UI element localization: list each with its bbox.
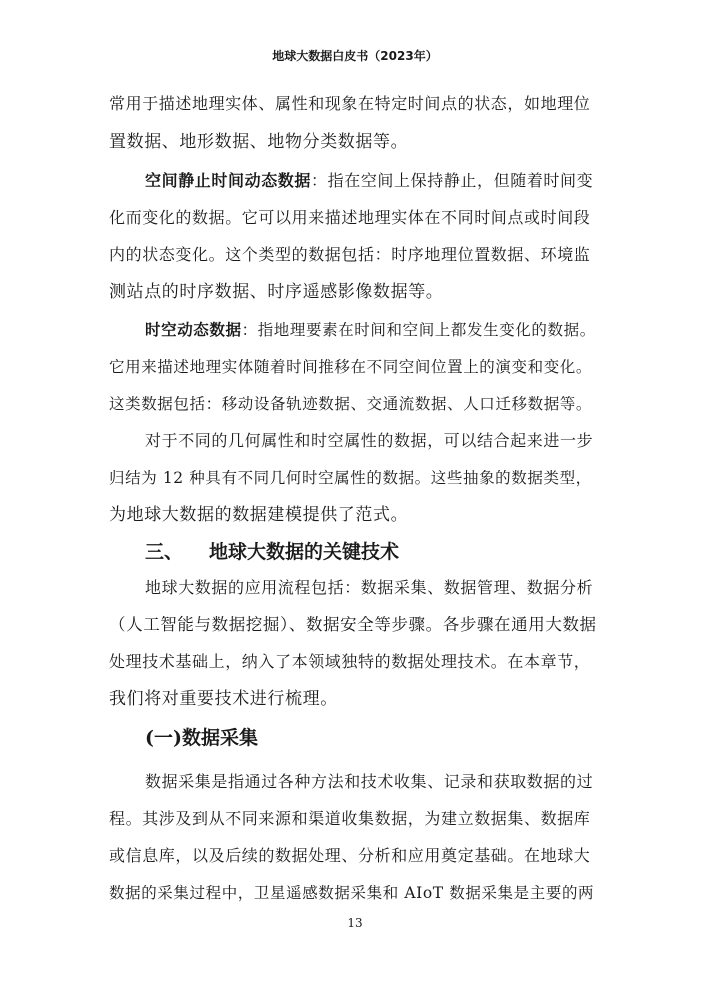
term-definition: ：指地理要素在时间和空间上都发生变化的数据。 [241, 321, 596, 339]
body-line: 为地球大数据的数据建模提供了范式。 [109, 505, 409, 525]
page-number: 13 [347, 916, 363, 930]
body-line [145, 318, 596, 342]
body-line: 测站点的时序数据、时序遥感影像数据等。 [109, 282, 444, 302]
body-line: 它用来描述地理实体随着时间推移在不同空间位置上的演变和变化。 [109, 358, 593, 376]
body-line: 归结为 12 种具有不同几何时空属性的数据。这些抽象的数据类型， [109, 469, 592, 487]
body-line: （人工智能与数据挖掘）、数据安全等步骤。各步骤在通用大数据 [109, 615, 597, 634]
term-label: 空间静止时间动态数据 [145, 171, 312, 190]
body-line: 数据采集是指通过各种方法和技术收集、记录和获取数据的过 [145, 772, 594, 791]
body-line: 我们将对重要技术进行梳理。 [109, 689, 338, 709]
running-header: 地球大数据白皮书（2023年） [272, 49, 438, 63]
body-line: 处理技术基础上，纳入了本领域独特的数据处理技术。在本章节， [109, 652, 591, 671]
body-line: 数据的采集过程中，卫星遥感数据采集和 AIoT 数据采集是主要的两 [109, 884, 595, 902]
section-number: 三、 [145, 541, 184, 563]
body-line: 这类数据包括：移动设备轨迹数据、交通流数据、人口迁移数据等。 [109, 395, 593, 413]
body-line: 或信息库，以及后续的数据处理、分析和应用奠定基础。在地球大 [109, 846, 591, 865]
subsection-heading: (一)数据采集 [145, 727, 258, 749]
section-heading [145, 539, 399, 565]
body-line: 置数据、地形数据、地物分类数据等。 [109, 132, 409, 152]
body-line: 程。其涉及到从不同来源和渠道收集数据，为建立数据集、数据库 [109, 809, 591, 828]
term-definition: ：指在空间上保持静止，但随着时间变 [311, 171, 594, 190]
body-line: 地球大数据的应用流程包括：数据采集、数据管理、数据分析 [145, 578, 594, 597]
body-line: 内的状态变化。这个类型的数据包括：时序地理位置数据、环境监 [109, 245, 591, 264]
body-line: 常用于描述地理实体、属性和现象在特定时间点的状态，如地理位 [109, 94, 591, 113]
term-label: 时空动态数据 [145, 321, 242, 339]
body-line: 化而变化的数据。它可以用来描述地理实体在不同时间点或时间段 [109, 208, 591, 227]
body-line: 对于不同的几何属性和时空属性的数据，可以结合起来进一步 [145, 431, 594, 450]
section-title: 地球大数据的关键技术 [209, 541, 400, 563]
body-line [145, 169, 593, 193]
